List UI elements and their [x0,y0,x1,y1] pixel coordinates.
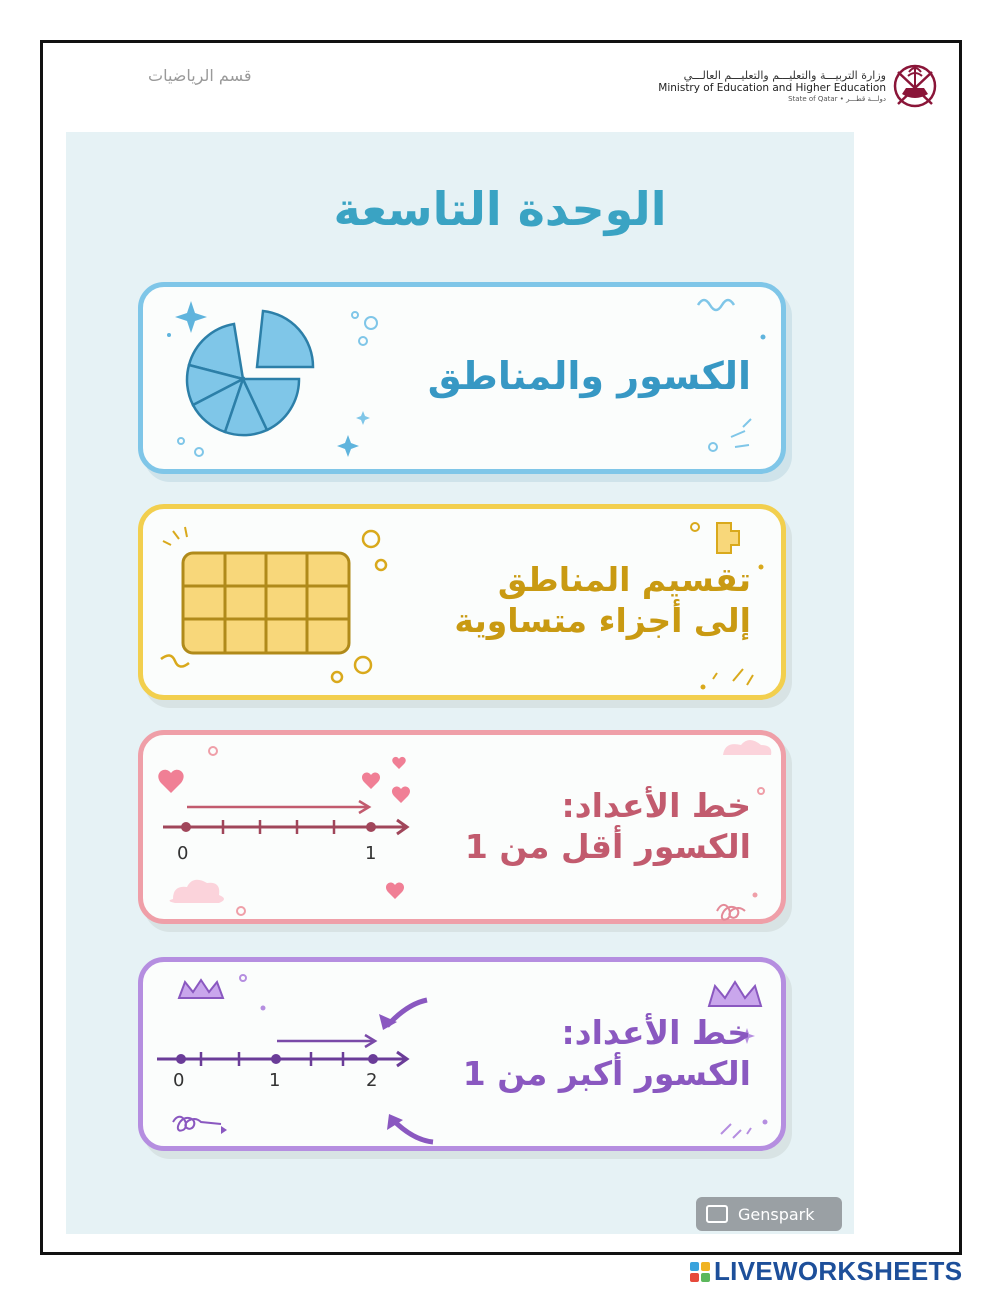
tick-label-2: 2 [366,1070,378,1091]
ministry-name-en: Ministry of Education and Higher Education [658,82,886,94]
card-4-line-1: خط الأعداد: [561,1013,751,1052]
card-4-line-2: الكسور أكبر من 1 [462,1054,751,1094]
card-1-title: الكسور والمناطق [427,354,751,398]
card-number-line-less-than-one [138,730,786,924]
tick-label-1: 1 [365,843,377,864]
tick-label-1: 1 [269,1070,281,1091]
department-label: قسم الرياضيات [148,66,252,85]
tick-label-0: 0 [173,1070,185,1091]
card-equal-parts [138,504,786,700]
card-number-line-greater-than-one [138,957,786,1151]
ministry-name-ar: وزارة التربيـــة والتعليـــم والتعليـــم العالـــي [683,69,886,82]
card-2-line-2: إلى أجزاء متساوية [454,601,751,641]
ministry-state: State of Qatar • دولـــة قطـــر [788,95,886,103]
genspark-label: Genspark [738,1204,815,1224]
card-3-line-1: خط الأعداد: [561,786,751,825]
card-2-title [454,559,751,642]
liveworksheets-logo[interactable] [690,1256,962,1287]
liveworksheets-icon [690,1262,710,1282]
liveworksheets-brand: LIVEWORKSHEETS [714,1256,963,1286]
ministry-header [658,58,938,114]
card-fractions-areas [138,282,786,474]
card-3-line-2: الكسور أقل من 1 [464,827,751,867]
qatar-emblem-icon [892,58,938,114]
card-3-title [465,785,751,868]
card-2-line-1: تقسيم المناطق [497,560,751,599]
ministry-text [658,69,886,103]
card-4-title [463,1012,751,1095]
sparkle-icon [706,1205,728,1223]
genspark-watermark [696,1197,842,1231]
tick-label-0: 0 [177,843,189,864]
unit-title: الوحدة التاسعة [333,182,667,236]
